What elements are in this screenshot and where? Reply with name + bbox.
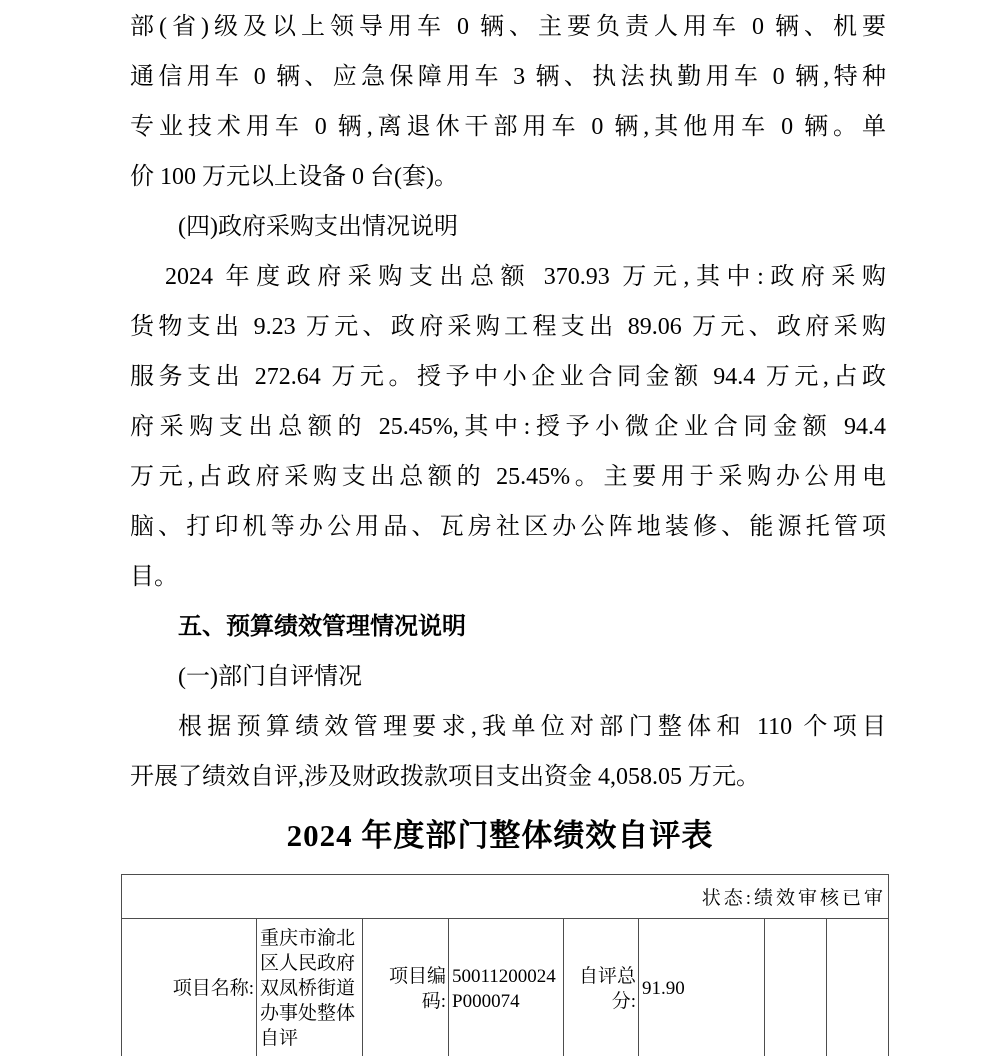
project-code-label: 项目编码: [363, 919, 449, 1056]
body-line: 根据预算绩效管理要求,我单位对部门整体和 110 个项目 [178, 714, 886, 740]
body-line: 通信用车 0 辆、应急保障用车 3 辆、执法执勤用车 0 辆,特种 [130, 64, 886, 90]
evaluation-table [121, 874, 889, 1056]
document-body [130, 2, 886, 802]
table-row [122, 919, 889, 1056]
body-line: 万元,占政府采购支出总额的 25.45%。主要用于采购办公用电 [130, 464, 886, 490]
chapter-heading: 五、预算绩效管理情况说明 [178, 613, 466, 640]
body-line: 货物支出 9.23 万元、政府采购工程支出 89.06 万元、政府采购 [130, 314, 886, 340]
body-line: 脑、打印机等办公用品、瓦房社区办公阵地装修、能源托管项 [130, 514, 886, 540]
body-line: 价 100 万元以上设备 0 台(套)。 [130, 164, 458, 190]
table-title: 2024 年度部门整体绩效自评表 [286, 818, 714, 853]
body-line: 开展了绩效自评,涉及财政拨款项目支出资金 4,058.05 万元。 [130, 764, 760, 790]
body-line: 服务支出 272.64 万元。授予中小企业合同金额 94.4 万元,占政 [130, 364, 886, 390]
body-line: 2024 年度政府采购支出总额 370.93 万元,其中:政府采购 [165, 264, 886, 290]
body-line: 部(省)级及以上领导用车 0 辆、主要负责人用车 0 辆、机要 [130, 14, 886, 40]
body-line: 府采购支出总额的 25.45%,其中:授予小微企业合同金额 94.4 [130, 414, 886, 440]
status-row [122, 875, 889, 919]
status-cell [122, 875, 889, 919]
empty-cell [827, 919, 889, 1056]
section-heading: (一)部门自评情况 [178, 664, 362, 690]
self-score-value: 91.90 [639, 919, 765, 1056]
body-line: 目。 [130, 564, 178, 590]
project-code-value: 50011200024P000074 [449, 919, 564, 1056]
body-line: 专业技术用车 0 辆,离退休干部用车 0 辆,其他用车 0 辆。单 [130, 114, 886, 140]
self-score-label: 自评总分: [564, 919, 639, 1056]
empty-cell [765, 919, 827, 1056]
status-text: 状态:绩效审核已审 [701, 888, 887, 909]
project-name-label: 项目名称: [122, 919, 257, 1056]
project-name-value: 重庆市渝北区人民政府双凤桥街道办事处整体自评 [257, 919, 363, 1056]
section-heading: (四)政府采购支出情况说明 [178, 214, 458, 240]
